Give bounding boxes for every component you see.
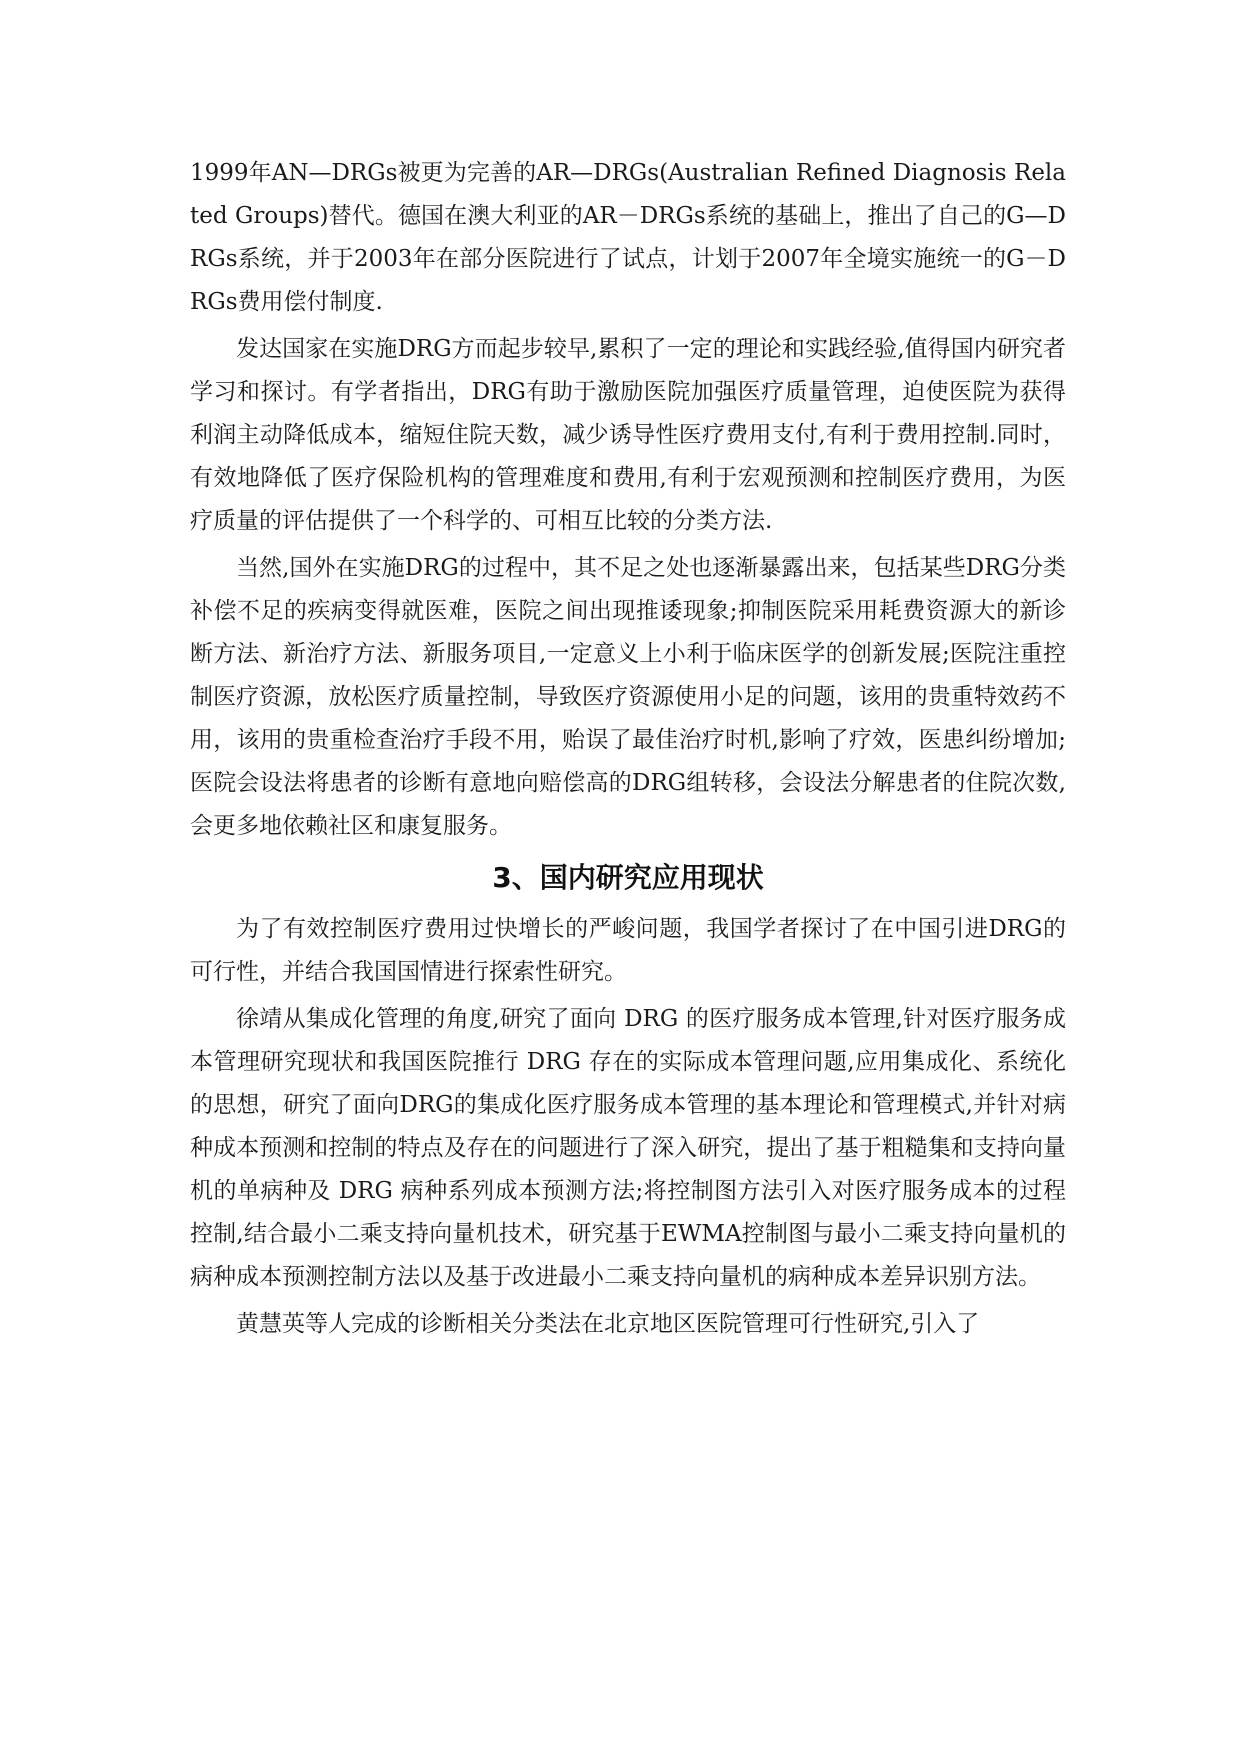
paragraph-huang-huiying-research: 黄慧英等人完成的诊断相关分类法在北京地区医院管理可行性研究,引入了 bbox=[236, 1311, 980, 1337]
paragraph-developed-countries: 发达国家在实施DRG方而起步较早,累积了一定的理论和实践经验,值得国内研究者学习和探讨。有学者指出，DRG有助于激励医院加强医疗质量管理，迫使医院为获得利润主动降低成本，缩短住院天数，减少诱导性医疗费用支付,有利于费用控制.同时，有效地降低了医疗保险机构的管理难度和费用,有利于宏观预测和控制医疗费用，为医疗质量的评估提供了一个科学的、可相互比较的分类方法. bbox=[190, 336, 1066, 534]
paragraph-xu-jing-research: 徐靖从集成化管理的角度,研究了面向 DRG 的医疗服务成本管理,针对医疗服务成本管理研究现状和我国医院推行 DRG 存在的实际成本管理问题,应用集成化、系统化的思想，研究了面向DRG的集成化医疗服务成本管理的基本理论和管理模式,并针对病种成本预测和控制的特点及存在的问题进行了深入研究，提出了基于粗糙集和支持向量机的单病种及 DRG 病种系列成本预测方法;将控制图方法引入对医疗服务成本的过程控制,结合最小二乘支持向量机技术，研究基于EWMA控制图与最小二乘支持向量机的病种成本预测控制方法以及基于改进最小二乘支持向量机的病种成本差异识别方法。 bbox=[190, 1006, 1066, 1290]
paragraph-domestic-intro: 为了有效控制医疗费用过快增长的严峻问题，我国学者探讨了在中国引进DRG的可行性，并结合我国国情进行探索性研究。 bbox=[190, 916, 1066, 985]
document-body bbox=[190, 152, 1066, 1350]
section-heading: 3、国内研究应用现状 bbox=[492, 861, 764, 894]
paragraph-ar-drgs: 1999年AN—DRGs被更为完善的AR—DRGs(Australian Refined Diagnosis Related Groups)替代。德国在澳大利亚的AR－DRGs系统的基础上，推出了自己的G—DRGs系统，并于2003年在部分医院进行了试点，计划于2007年全境实施统一的G－DRGs费用偿付制度. bbox=[190, 160, 1066, 315]
paragraph-drg-shortcomings: 当然,国外在实施DRG的过程中，其不足之处也逐渐暴露出来，包括某些DRG分类补偿不足的疾病变得就医难，医院之间出现推诿现象;抑制医院采用耗费资源大的新诊断方法、新治疗方法、新服务项目,一定意义上小利于临床医学的创新发展;医院注重控制医疗资源，放松医疗质量控制，导致医疗资源使用小足的问题，该用的贵重特效药不用，该用的贵重检查治疗手段不用，贻误了最佳治疗时机,影响了疗效，医患纠纷增加;医院会设法将患者的诊断有意地向赔偿高的DRG组转移，会设法分解患者的住院次数,会更多地依赖社区和康复服务。 bbox=[190, 555, 1066, 839]
